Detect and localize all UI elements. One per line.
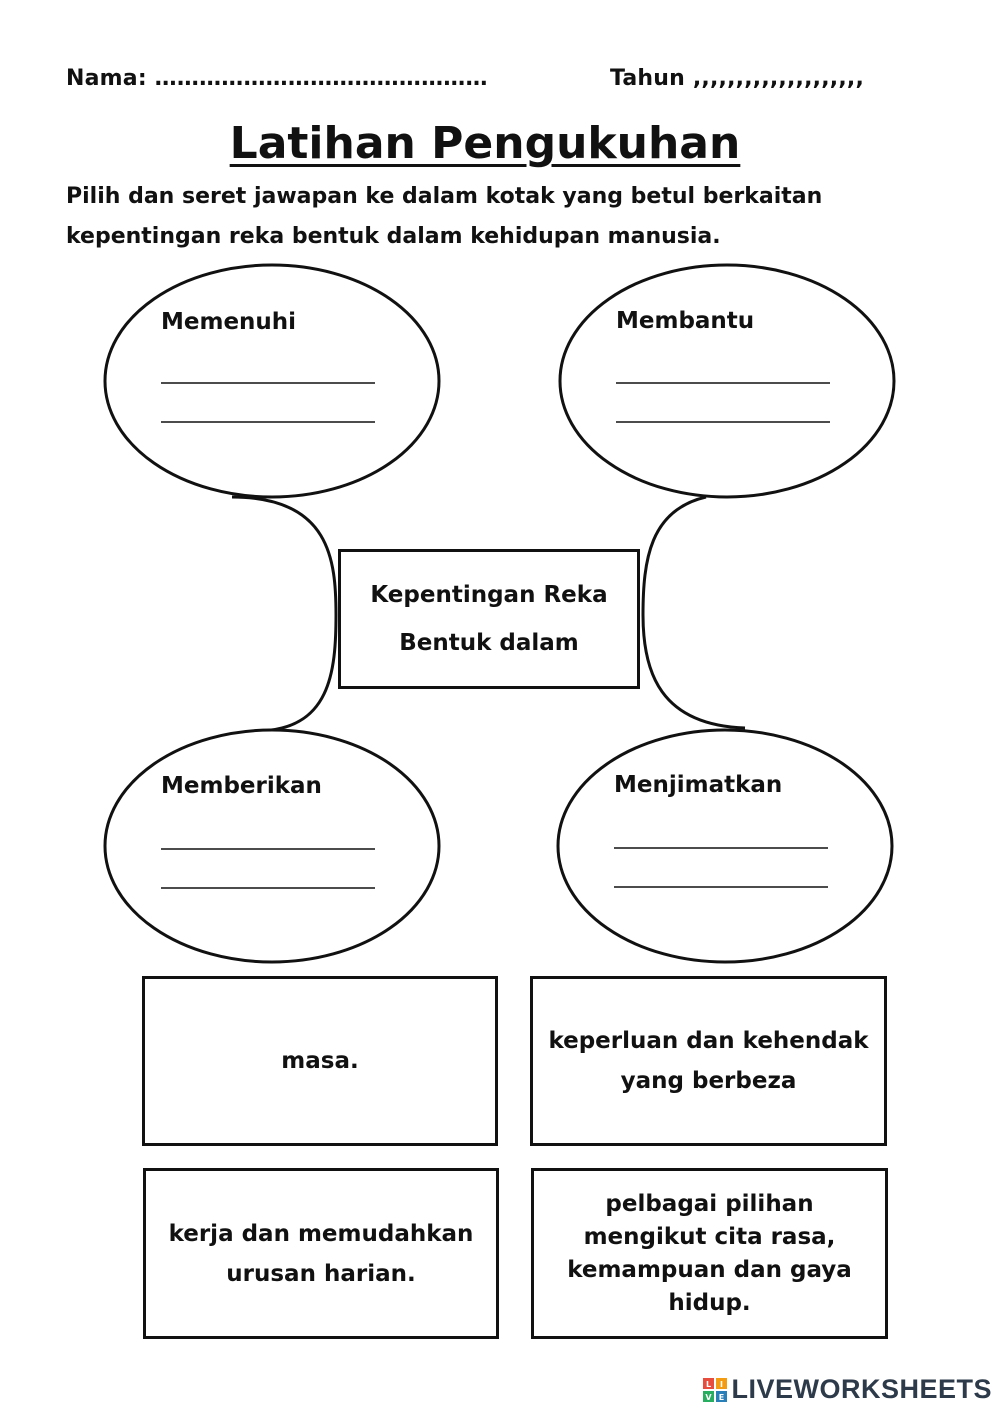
answer-card-keperluan[interactable] <box>530 976 887 1146</box>
answer-card-text: mengikut cita rasa, <box>583 1223 836 1250</box>
bubble-top-left <box>105 265 439 497</box>
liveworksheets-logo-icon <box>703 1378 727 1402</box>
answer-card-text: masa. <box>281 1048 359 1074</box>
answer-card-text: keperluan dan kehendak <box>548 1028 869 1054</box>
answer-card-pelbagai[interactable] <box>531 1168 888 1339</box>
bubble-label-bottom-right: Menjimatkan <box>614 772 783 798</box>
name-field-label: Nama: ……………………………………… <box>66 66 488 91</box>
svg-text:E: E <box>719 1392 725 1402</box>
central-topic-box <box>338 549 640 689</box>
answer-card-text: kerja dan memudahkan <box>168 1220 474 1247</box>
answer-card-text: pelbagai pilihan <box>605 1190 814 1217</box>
year-field-label: Tahun ,,,,,,,,,,,,,,,,,,,, <box>610 66 865 91</box>
answer-card-masa[interactable] <box>142 976 498 1146</box>
bubble-bottom-right <box>558 730 892 962</box>
worksheet-title: Latihan Pengukuhan <box>229 118 741 169</box>
answer-card-text: yang berbeza <box>620 1068 797 1094</box>
answer-card-text: urusan harian. <box>226 1260 416 1287</box>
instruction-line-2: kepentingan reka bentuk dalam kehidupan manusia. <box>66 224 721 249</box>
connector-right <box>643 497 745 728</box>
liveworksheets-branding <box>703 1374 992 1405</box>
bubble-label-bottom-left: Memberikan <box>161 773 322 799</box>
instruction-line-1: Pilih dan seret jawapan ke dalam kotak yang betul berkaitan <box>66 184 823 209</box>
answer-card-kerja[interactable] <box>143 1168 499 1339</box>
svg-text:I: I <box>720 1379 724 1389</box>
bubble-label-top-left: Memenuhi <box>161 309 297 335</box>
liveworksheets-wordmark: LIVEWORKSHEETS <box>731 1374 992 1404</box>
answer-card-text: hidup. <box>668 1289 751 1316</box>
connector-left <box>232 497 336 731</box>
central-topic-line-2: Bentuk dalam <box>399 630 579 656</box>
bubble-label-top-right: Membantu <box>616 308 755 334</box>
bubble-bottom-left <box>105 730 439 962</box>
svg-text:V: V <box>705 1392 713 1402</box>
svg-text:L: L <box>706 1379 712 1389</box>
central-topic-line-1: Kepentingan Reka <box>370 582 608 608</box>
bubble-top-right <box>560 265 894 497</box>
answer-card-text: kemampuan dan gaya <box>567 1256 852 1283</box>
